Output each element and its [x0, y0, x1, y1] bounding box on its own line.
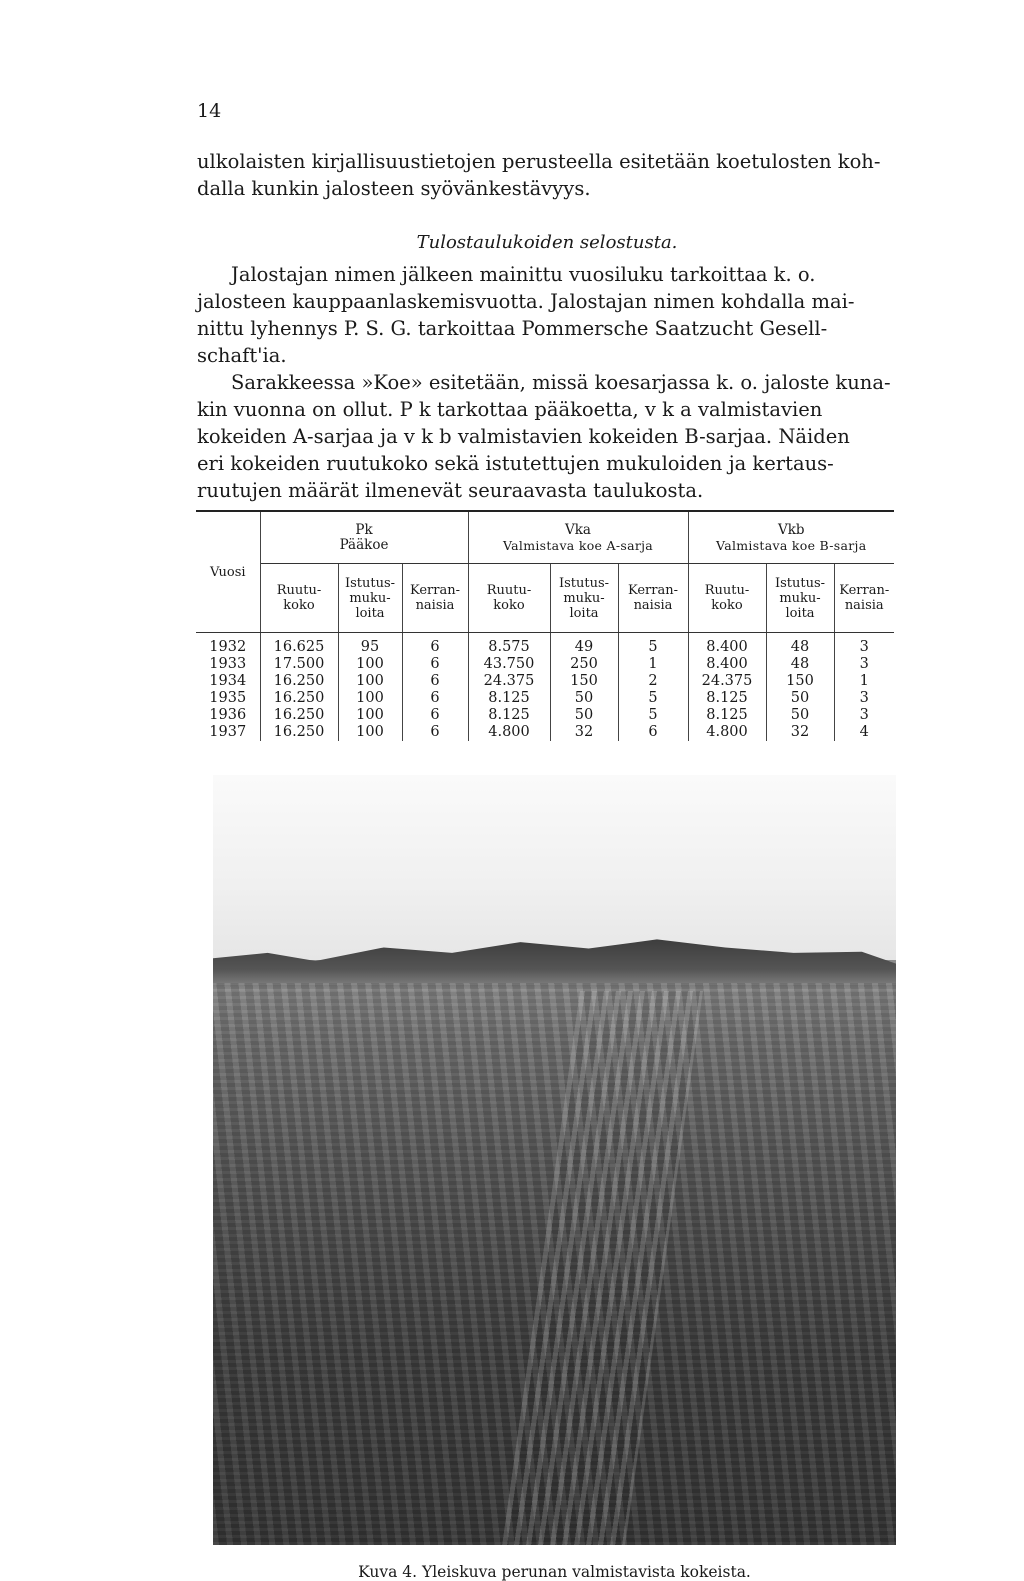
col-header-kerran: [618, 564, 688, 633]
table-cell: 6: [402, 724, 468, 741]
table-cell: 8.125: [688, 707, 766, 724]
table-cell: 8.125: [468, 707, 550, 724]
table-cell: 100: [338, 690, 402, 707]
header-line: Ruutu-: [276, 583, 322, 598]
group-header-vkb: [688, 511, 894, 564]
table-cell: 16.250: [260, 690, 338, 707]
table-row: [196, 690, 894, 707]
table-cell: 2: [618, 673, 688, 690]
table-cell: 95: [338, 633, 402, 657]
group-abbr: Vkb: [777, 521, 805, 538]
table-cell: 16.625: [260, 633, 338, 657]
header-line: naisia: [844, 598, 884, 613]
header-line: muku-: [779, 590, 821, 606]
table-cell: 6: [618, 724, 688, 741]
col-header-kerran: [834, 564, 894, 633]
text-line: schaft'ia.: [197, 344, 287, 367]
figure-caption: Kuva 4. Yleiskuva perunan valmistavista kokeista.: [358, 1563, 751, 1581]
group-name: Valmistava koe B-sarja: [716, 537, 867, 553]
table-row: [196, 656, 894, 673]
group-name: Valmistava koe A-sarja: [502, 537, 654, 553]
table-cell: 3: [859, 639, 869, 655]
table-cell: 50: [766, 690, 834, 707]
col-header-ruutukoko: [468, 564, 550, 633]
header-line: Kerran-: [839, 583, 890, 598]
table-cell: 43.750: [468, 656, 550, 673]
table-cell: 4.800: [688, 724, 766, 741]
header-line: muku-: [563, 590, 605, 606]
vuosi-header: Vuosi: [196, 511, 260, 633]
table-cell: 50: [550, 707, 618, 724]
text-line: jalosteen kauppaanlaskemisvuotta. Jalostajan nimen kohdalla mai-: [197, 290, 855, 313]
header-line: Ruutu-: [704, 583, 750, 598]
text-line: eri kokeiden ruutukoko sekä istutettujen mukuloiden ja kertaus-: [197, 452, 834, 475]
header-line: Istutus-: [344, 575, 396, 591]
table-cell: 3: [859, 656, 869, 672]
year-cell: 1934: [196, 673, 260, 690]
table-cell: 1: [618, 656, 688, 673]
header-line: Kerran-: [627, 583, 678, 598]
col-header-istutus: [338, 564, 402, 633]
text-line: ruutujen määrät ilmenevät seuraavasta taulukosta.: [197, 479, 704, 502]
table-cell: 100: [338, 724, 402, 741]
experiment-table: [196, 510, 894, 741]
text-line: dalla kunkin jalosteen syövänkestävyys.: [197, 177, 591, 200]
table-cell: 49: [550, 633, 618, 657]
text-line: nittu lyhennys P. S. G. tarkoittaa Pommersche Saatzucht Gesell-: [197, 317, 828, 340]
table-cell: 5: [618, 633, 688, 657]
text-line: kin vuonna on ollut. P k tarkottaa pääkoetta, v k a valmistavien: [197, 398, 823, 421]
group-header-vka: [468, 511, 688, 564]
header-line: muku-: [349, 590, 391, 606]
table-cell: 6: [402, 690, 468, 707]
col-header-istutus: [766, 564, 834, 633]
table-cell: 100: [338, 707, 402, 724]
section-heading: Tulostaulukoiden selostusta.: [416, 232, 678, 253]
page-number: 14: [197, 100, 222, 122]
header-line: Istutus-: [774, 575, 826, 591]
field-photograph: [213, 775, 896, 1545]
table-cell: 4: [859, 724, 869, 740]
header-line: Istutus-: [558, 575, 610, 591]
table-cell: 16.250: [260, 724, 338, 741]
table-cell: 16.250: [260, 673, 338, 690]
group-name: Pääkoe: [339, 536, 389, 553]
intro-paragraph: [197, 148, 897, 202]
table-cell: 150: [550, 673, 618, 690]
table-cell: 8.400: [688, 633, 766, 657]
table-cell: 48: [766, 633, 834, 657]
year-cell: 1936: [196, 707, 260, 724]
table-cell: 100: [338, 656, 402, 673]
table-cell: 32: [766, 724, 834, 741]
text-line: Jalostajan nimen jälkeen mainittu vuosiluku tarkoittaa k. o.: [231, 263, 816, 286]
table-row: [196, 724, 894, 741]
col-header-kerran: [402, 564, 468, 633]
table-cell: 100: [338, 673, 402, 690]
table-cell: 5: [618, 690, 688, 707]
group-abbr: Pk: [355, 521, 373, 538]
header-line: koko: [283, 598, 315, 613]
col-header-istutus: [550, 564, 618, 633]
table-cell: 50: [550, 690, 618, 707]
col-header-ruutukoko: [260, 564, 338, 633]
header-line: loita: [569, 605, 599, 621]
table-cell: 150: [766, 673, 834, 690]
table-cell: 50: [766, 707, 834, 724]
table-cell: 24.375: [688, 673, 766, 690]
paragraph-2: [197, 369, 897, 504]
paragraph-1: [197, 261, 897, 369]
table-body: [196, 633, 894, 742]
table-cell: 1: [859, 673, 869, 689]
photo-sky: [213, 775, 896, 960]
table-cell: 5: [618, 707, 688, 724]
table-cell: 3: [859, 690, 869, 706]
photo-content: [213, 775, 896, 1545]
table-cell: 17.500: [260, 656, 338, 673]
text-line: kokeiden A-sarjaa ja v k b valmistavien kokeiden B-sarjaa. Näiden: [197, 425, 850, 448]
header-line: naisia: [415, 598, 455, 613]
table-cell: 4.800: [468, 724, 550, 741]
table-cell: 6: [402, 633, 468, 657]
year-cell: 1932: [196, 633, 260, 657]
table-cell: 8.125: [468, 690, 550, 707]
table-cell: 48: [766, 656, 834, 673]
table-cell: 6: [402, 673, 468, 690]
header-line: loita: [785, 605, 815, 621]
header-line: loita: [355, 605, 385, 621]
header-line: koko: [711, 598, 743, 613]
year-cell: 1935: [196, 690, 260, 707]
year-cell: 1933: [196, 656, 260, 673]
group-abbr: Vka: [565, 521, 591, 538]
table-cell: 3: [859, 707, 869, 723]
text-line: ulkolaisten kirjallisuustietojen perusteella esitetään koetulosten koh-: [197, 150, 881, 173]
header-line: naisia: [633, 598, 673, 613]
table-row: [196, 707, 894, 724]
table-cell: 6: [402, 707, 468, 724]
col-header-ruutukoko: [688, 564, 766, 633]
text-line: Sarakkeessa »Koe» esitetään, missä koesarjassa k. o. jaloste kuna-: [231, 371, 891, 394]
year-cell: 1937: [196, 724, 260, 741]
table-row: [196, 673, 894, 690]
table-cell: 24.375: [468, 673, 550, 690]
header-line: Kerran-: [409, 583, 460, 598]
header-line: koko: [493, 598, 525, 613]
table-cell: 8.125: [688, 690, 766, 707]
table-cell: 250: [550, 656, 618, 673]
table-cell: 8.575: [468, 633, 550, 657]
table-row: [196, 633, 894, 657]
table-cell: 8.400: [688, 656, 766, 673]
table-cell: 16.250: [260, 707, 338, 724]
group-header-pk: [260, 511, 468, 564]
table-cell: 6: [402, 656, 468, 673]
header-line: Ruutu-: [486, 583, 532, 598]
table-cell: 32: [550, 724, 618, 741]
